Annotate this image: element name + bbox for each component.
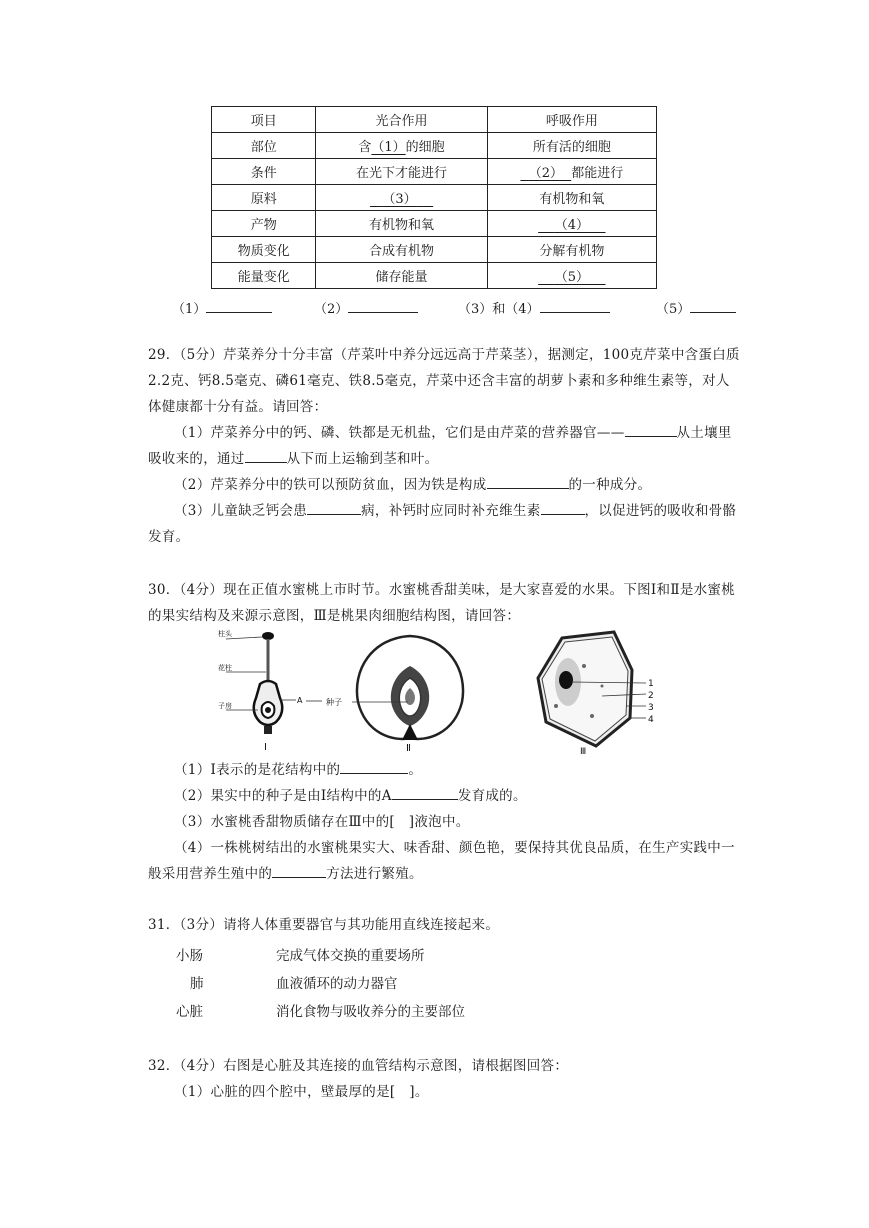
answer-blank[interactable]	[272, 863, 326, 878]
table-row	[212, 237, 657, 263]
answer-blank[interactable]	[392, 785, 458, 800]
blank-4: （4）	[554, 218, 589, 233]
table-cell	[487, 263, 656, 289]
question-32	[148, 1053, 740, 1105]
label-1: 1	[648, 679, 654, 689]
answer-item: （5）	[656, 298, 736, 317]
table-header-cell: 项目	[212, 107, 316, 133]
table-header-cell: 呼吸作用	[487, 107, 656, 133]
organ-item[interactable]: 小肠	[176, 948, 203, 964]
table-cell: 有机物和氧	[316, 211, 487, 237]
table-header-row	[212, 107, 657, 133]
question-part: （1）Ⅰ表示的是花结构中的 。	[148, 757, 740, 783]
question-part: （2）果实中的种子是由Ⅰ结构中的A 发育成的。	[148, 783, 740, 809]
label-style: 花柱	[218, 664, 232, 672]
table-row	[212, 133, 657, 159]
table-cell: 原料	[212, 185, 316, 211]
table-cell: 储存能量	[316, 263, 487, 289]
plant-cell-diagram	[532, 626, 662, 756]
question-part: （1）芹菜养分中的钙、磷、铁都是无机盐，它们是由芹菜的营养器官—— 从土壤里吸收来的，通过 从下而上运输到茎和叶。	[148, 420, 740, 472]
answer-item: （1）	[172, 298, 272, 317]
organ-item[interactable]: 肺	[190, 976, 204, 992]
blank-3: （3）	[382, 192, 417, 207]
table-row	[212, 185, 657, 211]
function-item[interactable]: 血液循环的动力器官	[276, 976, 398, 992]
function-item[interactable]: 消化食物与吸收养分的主要部位	[276, 1004, 465, 1020]
label-3: 3	[648, 703, 654, 713]
answer-blank[interactable]	[206, 298, 272, 313]
answer-blank[interactable]	[340, 759, 408, 774]
table-cell: 产物	[212, 211, 316, 237]
roman-one: Ⅰ	[264, 742, 267, 753]
question-30-parts	[148, 757, 740, 887]
table-cell	[316, 185, 487, 211]
label-4: 4	[648, 715, 654, 725]
answer-blank[interactable]	[245, 448, 287, 463]
table-cell: 部位	[212, 133, 316, 159]
table-cell: 分解有机物	[487, 237, 656, 263]
blank-1: （1）	[371, 140, 406, 155]
label-a: A	[297, 696, 303, 705]
table-cell: （2） 都能进行	[487, 159, 656, 185]
question-part: （2）芹菜养分中的铁可以预防贫血，因为铁是构成 的一种成分。	[148, 472, 740, 498]
function-item[interactable]: 完成气体交换的重要场所	[276, 948, 425, 964]
pistil-diagram	[218, 628, 328, 754]
table-cell: 在光下才能进行	[316, 159, 487, 185]
question-30	[148, 577, 740, 629]
table-row	[212, 159, 657, 185]
question-part: （4）一株桃树结出的水蜜桃果实大、味香甜、颜色艳，要保持其优良品质，在生产实践中一般采用营养生殖中的 方法进行繁殖。	[148, 840, 735, 882]
comparison-table	[211, 106, 657, 289]
answer-blank[interactable]	[690, 298, 736, 313]
question-31	[148, 912, 740, 938]
roman-three: Ⅲ	[580, 747, 587, 756]
table-cell: 合成有机物	[316, 237, 487, 263]
label-ovary: 子房	[218, 702, 232, 710]
blank-5: （5）	[554, 270, 589, 285]
table-cell: 条件	[212, 159, 316, 185]
peach-section-diagram	[322, 630, 472, 754]
table-cell: 含（1）的细胞	[316, 133, 487, 159]
organ-item[interactable]: 心脏	[176, 1004, 203, 1020]
question-part: （3）儿童缺乏钙会患 病，补钙时应同时补充维生素 ，以促进钙的吸收和骨骼发育。	[148, 498, 740, 550]
answer-blank[interactable]	[541, 500, 585, 515]
question-intro: 31．（3分）请将人体重要器官与其功能用直线连接起来。	[148, 917, 500, 933]
table-cell	[487, 211, 656, 237]
table-header-cell: 光合作用	[316, 107, 487, 133]
answer-blank[interactable]	[540, 298, 610, 313]
answer-row	[172, 298, 752, 318]
table-cell: 有机物和氧	[487, 185, 656, 211]
answer-blank[interactable]	[487, 474, 569, 489]
label-2: 2	[648, 691, 654, 701]
question-intro: 29．（5分）芹菜养分十分丰富（芹菜叶中养分远远高于芹菜茎），据测定，100克芹菜中含蛋白质2.2克、钙8.5毫克、磷61毫克、铁8.5毫克，芹菜中还含丰富的胡萝卜素和多种维生素等，对人体健康都十分有益。请回答：	[148, 347, 740, 415]
question-part: （3）水蜜桃香甜物质储存在Ⅲ中的[ ]液泡中。	[174, 814, 470, 830]
answer-item: （2）	[314, 298, 418, 317]
answer-item: （3）和（4）	[458, 298, 610, 317]
table-row	[212, 263, 657, 289]
table-cell: 能量变化	[212, 263, 316, 289]
question-29	[148, 342, 740, 550]
question-intro: 30．（4分）现在正值水蜜桃上市时节。水蜜桃香甜美味，是大家喜爱的水果。下图Ⅰ和Ⅱ是水蜜桃的果实结构及来源示意图，Ⅲ是桃果肉细胞结构图，请回答：	[148, 582, 736, 624]
roman-two: Ⅱ	[406, 743, 411, 754]
answer-blank[interactable]	[348, 298, 418, 313]
blank-2: （2）	[528, 166, 563, 181]
question-part: （1）心脏的四个腔中，壁最厚的是[ ]。	[174, 1084, 429, 1100]
question-intro: 32．（4分）右图是心脏及其连接的血管结构示意图，请根据图回答：	[148, 1058, 569, 1074]
table-cell: 物质变化	[212, 237, 316, 263]
label-seed: 种子	[326, 698, 342, 707]
table-row	[212, 211, 657, 237]
table-cell: 所有活的细胞	[487, 133, 656, 159]
label-stigma: 柱头	[218, 630, 232, 638]
answer-blank[interactable]	[307, 500, 361, 515]
answer-blank[interactable]	[625, 422, 677, 437]
